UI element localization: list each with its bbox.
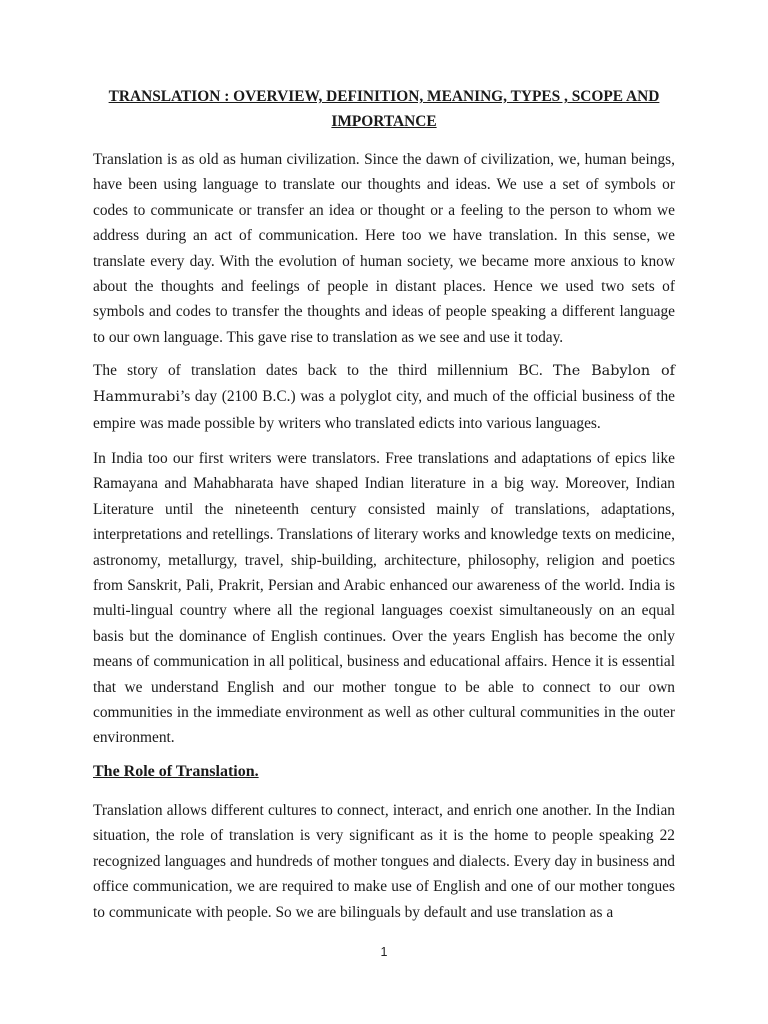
paragraph-history-rest: ’s day (2100 B.C.) was a polyglot city, and much of the official business of the empire was made possible by writers who translated edicts into various languages.	[93, 388, 675, 432]
document-title: TRANSLATION : OVERVIEW, DEFINITION, MEANING, TYPES , SCOPE AND IMPORTANCE	[108, 88, 660, 130]
paragraph-role: Translation allows different cultures to connect, interact, and enrich one another. In the Indian situation, the role of translation is very significant as it is the home to people speaking 22 recognized languages and hundreds of mother tongues and dialects. Every day in business and office communication, we are required to make use of English and one of our mother tongues to communicate with people. So we are bilinguals by default and use translation as a	[93, 802, 675, 921]
paragraph-history-babylon: The Babylon of Hammurabi	[93, 363, 675, 406]
paragraph-india: In India too our first writers were translators. Free translations and adaptations of epics like Ramayana and Mahabharata have shaped Indian literature in a big way. Moreover, Indian Literature until the nineteenth century consisted mainly of translations, adaptations, interpretations and retellings. Translations of literary works and knowledge texts on medicine, astronomy, metallurgy, travel, ship-building, architecture, philosophy, religion and poetics from Sanskrit, Pali, Prakrit, Persian and Arabic enhanced our awareness of the world. India is multi-lingual country where all the regional languages coexist simultaneously on an equal basis but the dominance of English continues. Over the years English has become the only means of communication in all political, business and educational affairs. Hence it is essential that we understand English and our mother tongue to be able to connect to our own communities in the immediate environment as well as other cultural communities in the outer environment.	[93, 450, 675, 747]
page-number: 1	[380, 945, 388, 959]
paragraph-intro: Translation is as old as human civilization. Since the dawn of civilization, we, human beings, have been using language to translate our thoughts and ideas. We use a set of symbols or codes to communicate or transfer an idea or thought or a feeling to the person to whom we address during an act of communication. Here too we have translation. In this sense, we translate every day. With the evolution of human society, we became more anxious to know about the thoughts and feelings of people in distant places. Hence we used two sets of symbols and codes to transfer the thoughts and ideas of people speaking a different language to our own language. This gave rise to translation as we see and use it today.	[93, 151, 675, 346]
paragraph-history	[93, 358, 675, 436]
section-heading-role-of-translation: The Role of Translation.	[93, 763, 259, 780]
paragraph-history-lead: The story of translation dates back to the third millennium BC.	[93, 362, 553, 379]
